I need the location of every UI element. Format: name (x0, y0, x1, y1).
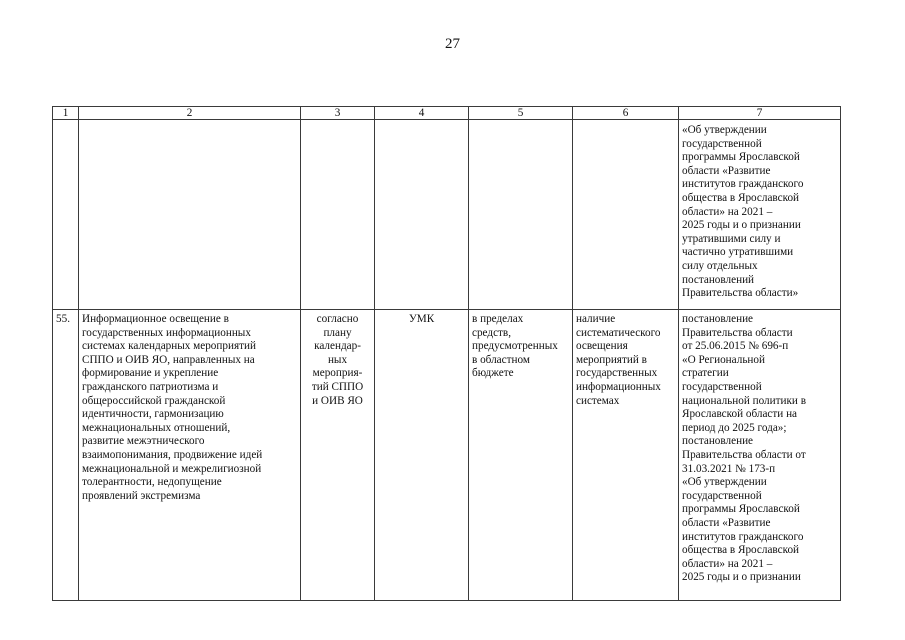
cell-empty (573, 120, 679, 310)
header-col-6: 6 (573, 107, 679, 120)
cell-row-number: 55. (53, 310, 79, 601)
cell-basis-continued: «Об утверждении государственной программы Ярославской области «Развитие институтов гражданского общества в Ярославской области» на 2021 – 2025 годы и о признании утратившими силу и частично утратившими силу отдельных постановлений Правительства области» (679, 120, 841, 310)
header-col-3: 3 (301, 107, 375, 120)
cell-deadline: согласно плану календар- ных мероприя- тий СППО и ОИВ ЯО (301, 310, 375, 601)
page-number: 27 (445, 36, 460, 52)
cell-empty (53, 120, 79, 310)
header-col-1: 1 (53, 107, 79, 120)
cell-empty (375, 120, 469, 310)
header-col-2: 2 (79, 107, 301, 120)
header-col-5: 5 (469, 107, 573, 120)
cell-executor: УМК (375, 310, 469, 601)
cell-financing: в пределах средств, предусмотренных в областном бюджете (469, 310, 573, 601)
table-row-continuation (53, 120, 841, 310)
header-col-7: 7 (679, 107, 841, 120)
header-row (53, 107, 841, 120)
activities-table (52, 106, 841, 601)
cell-indicator: наличие систематического освещения мероприятий в государственных информационных системах (573, 310, 679, 601)
cell-empty (79, 120, 301, 310)
header-col-4: 4 (375, 107, 469, 120)
cell-empty (301, 120, 375, 310)
table-row-55 (53, 310, 841, 601)
cell-legal-basis: постановление Правительства области от 25.06.2015 № 696-п «О Региональной стратегии государственной национальной политики в Ярославской области на период до 2025 года»; постановление Правительства области от 31.03.2021 № 173-п «Об утверждении государственной программы Ярославской области «Развитие институтов гражданского общества в Ярославской области» на 2021 – 2025 годы и о признании (679, 310, 841, 601)
cell-event-description: Информационное освещение в государственных информационных системах календарных мероприятий СППО и ОИВ ЯО, направленных на формирование и укрепление гражданского патриотизма и общероссийской гражданской идентичности, гармонизацию межнациональных отношений, развитие межэтнического взаимопонимания, продвижение идей межнациональной и межрелигиозной толерантности, недопущение проявлений экстремизма (79, 310, 301, 601)
cell-empty (469, 120, 573, 310)
